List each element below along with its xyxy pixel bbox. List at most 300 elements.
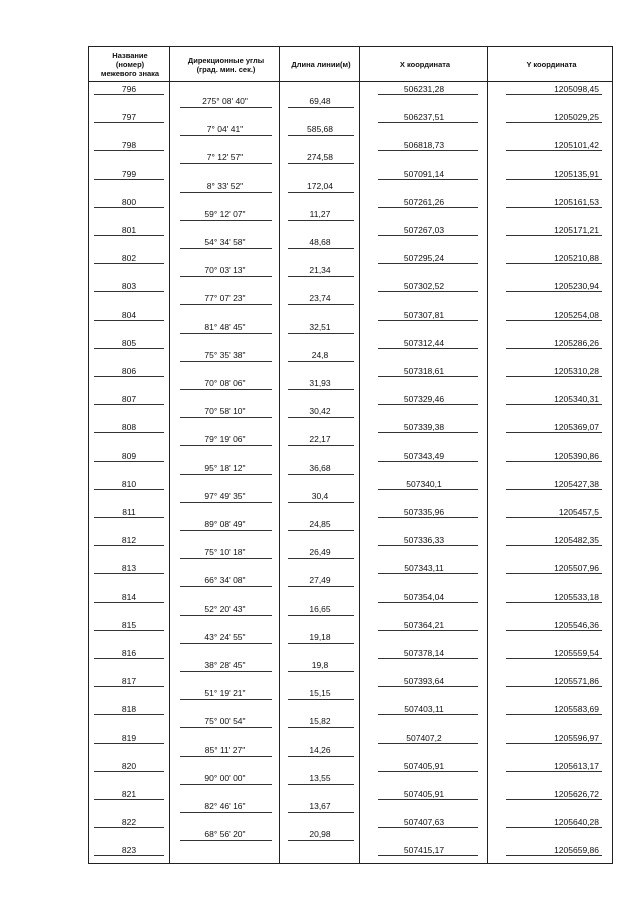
value-underline — [506, 348, 602, 349]
segment-row — [88, 773, 613, 796]
value-underline — [506, 517, 602, 518]
point-name: 820 — [121, 760, 137, 771]
value-underline — [506, 235, 602, 236]
point-name: 806 — [121, 366, 137, 376]
line-length: 585,68 — [307, 124, 333, 135]
value-underline — [94, 348, 164, 349]
x-coordinate: 507335,96 — [403, 507, 445, 517]
segment-row — [88, 378, 613, 401]
segment-row — [88, 350, 613, 373]
x-coordinate: 507267,03 — [403, 225, 445, 235]
directional-angle: 77° 07' 23" — [204, 293, 246, 304]
value-underline — [94, 291, 164, 292]
point-name: 807 — [121, 394, 137, 405]
value-underline — [288, 417, 354, 418]
line-length: 172,04 — [307, 180, 333, 191]
value-underline — [180, 615, 272, 616]
point-name: 803 — [121, 281, 137, 292]
value-underline — [378, 658, 478, 659]
x-coordinate: 507302,52 — [403, 281, 445, 292]
value-underline — [180, 727, 272, 728]
x-coordinate: 507378,14 — [403, 648, 445, 658]
value-underline — [378, 545, 478, 546]
directional-angle: 81° 48' 45" — [204, 321, 246, 332]
segment-row — [88, 519, 613, 542]
value-underline — [378, 179, 478, 180]
x-coordinate: 507091,14 — [403, 168, 445, 179]
x-coordinate: 506231,28 — [403, 84, 445, 94]
y-coordinate: 1205559,54 — [554, 648, 599, 658]
value-underline — [94, 602, 164, 603]
value-underline — [94, 150, 164, 151]
y-coordinate: 1205340,31 — [554, 394, 599, 405]
value-underline — [94, 489, 164, 490]
y-coordinate: 1205029,25 — [554, 112, 599, 123]
value-underline — [378, 404, 478, 405]
coordinates-table — [88, 46, 613, 864]
y-coordinate: 1205659,86 — [554, 845, 599, 856]
point-name: 822 — [121, 817, 137, 828]
line-length: 13,67 — [309, 801, 331, 811]
line-length: 13,55 — [309, 772, 331, 783]
value-underline — [506, 94, 602, 95]
value-underline — [288, 558, 354, 559]
line-length: 11,27 — [309, 208, 331, 219]
line-length: 274,58 — [307, 152, 333, 163]
value-underline — [180, 784, 272, 785]
directional-angle: 59° 12' 07" — [204, 208, 246, 219]
value-underline — [180, 445, 272, 446]
header-directional-angles: Дирекционные углы (град. мин. сек.) — [187, 55, 265, 74]
value-underline — [378, 714, 478, 715]
value-underline — [378, 573, 478, 574]
line-length: 32,51 — [309, 321, 331, 332]
value-underline — [180, 248, 272, 249]
segment-row — [88, 604, 613, 627]
value-underline — [180, 107, 272, 108]
value-underline — [378, 855, 478, 856]
value-underline — [378, 263, 478, 264]
value-underline — [288, 671, 354, 672]
point-name: 796 — [121, 84, 137, 94]
directional-angle: 82° 46' 16" — [204, 801, 246, 811]
segment-row — [88, 265, 613, 288]
line-length: 31,93 — [309, 378, 331, 388]
header-y-coordinate: Y координата — [526, 60, 577, 69]
y-coordinate: 1205596,97 — [554, 732, 599, 743]
value-underline — [506, 291, 602, 292]
line-length: 15,15 — [309, 688, 331, 699]
value-underline — [378, 122, 478, 123]
value-underline — [378, 602, 478, 603]
value-underline — [506, 263, 602, 264]
value-underline — [288, 784, 354, 785]
y-coordinate: 1205098,45 — [554, 84, 599, 94]
y-coordinate: 1205457,5 — [558, 507, 599, 517]
line-length: 27,49 — [309, 575, 331, 586]
segment-row — [88, 575, 613, 598]
y-coordinate: 1205626,72 — [554, 789, 599, 799]
y-coordinate: 1205533,18 — [554, 591, 599, 602]
value-underline — [288, 248, 354, 249]
x-coordinate: 506237,51 — [403, 112, 445, 123]
header-line-length: Длина линии(м) — [291, 60, 351, 69]
value-underline — [506, 376, 602, 377]
directional-angle: 75° 35' 38" — [204, 349, 246, 360]
point-name: 804 — [121, 309, 137, 320]
y-coordinate: 1205369,07 — [554, 422, 599, 433]
directional-angle: 68° 56' 20" — [204, 829, 246, 840]
x-coordinate: 507339,38 — [403, 422, 445, 433]
value-underline — [288, 699, 354, 700]
point-name: 801 — [121, 225, 137, 235]
x-coordinate: 507364,21 — [403, 619, 445, 630]
x-coordinate: 507403,11 — [404, 704, 444, 715]
point-name: 800 — [121, 196, 137, 207]
directional-angle: 52° 20' 43" — [204, 603, 246, 614]
value-underline — [180, 276, 272, 277]
value-underline — [506, 404, 602, 405]
directional-angle: 75° 10' 18" — [204, 547, 246, 558]
value-underline — [288, 192, 354, 193]
value-underline — [180, 586, 272, 587]
point-name: 816 — [121, 648, 137, 658]
y-coordinate: 1205171,21 — [554, 225, 599, 235]
line-length: 36,68 — [309, 462, 331, 473]
x-coordinate: 507405,91 — [403, 760, 445, 771]
value-underline — [506, 686, 602, 687]
value-underline — [378, 630, 478, 631]
value-underline — [506, 602, 602, 603]
line-length: 19,18 — [309, 631, 331, 642]
directional-angle: 95° 18' 12" — [204, 462, 246, 473]
point-name: 821 — [121, 789, 137, 799]
segment-row — [88, 463, 613, 486]
value-underline — [180, 840, 272, 841]
value-underline — [378, 743, 478, 744]
value-underline — [180, 671, 272, 672]
x-coordinate: 507312,44 — [403, 337, 445, 348]
value-underline — [94, 545, 164, 546]
y-coordinate: 1205254,08 — [554, 309, 599, 320]
line-length: 30,4 — [311, 490, 329, 501]
segment-row — [88, 322, 613, 345]
value-underline — [94, 235, 164, 236]
value-underline — [94, 686, 164, 687]
directional-angle: 89° 08' 49" — [204, 519, 246, 529]
value-underline — [288, 727, 354, 728]
value-underline — [288, 361, 354, 362]
value-underline — [94, 827, 164, 828]
value-underline — [94, 432, 164, 433]
directional-angle: 51° 19' 21" — [204, 688, 246, 699]
value-underline — [288, 643, 354, 644]
value-underline — [288, 502, 354, 503]
point-name: 798 — [121, 140, 137, 151]
value-underline — [378, 348, 478, 349]
value-underline — [94, 376, 164, 377]
x-coordinate: 507407,63 — [403, 817, 445, 828]
value-underline — [94, 771, 164, 772]
value-underline — [506, 714, 602, 715]
point-name: 819 — [121, 732, 137, 743]
value-underline — [506, 150, 602, 151]
y-coordinate: 1205546,36 — [554, 619, 599, 630]
value-underline — [94, 630, 164, 631]
y-coordinate: 1205286,26 — [554, 337, 599, 348]
value-underline — [288, 107, 354, 108]
value-underline — [378, 827, 478, 828]
y-coordinate: 1205161,53 — [554, 196, 599, 207]
value-underline — [94, 573, 164, 574]
value-underline — [506, 489, 602, 490]
y-coordinate: 1205310,28 — [554, 366, 599, 376]
line-length: 22,17 — [309, 434, 331, 445]
y-coordinate: 1205613,17 — [554, 760, 599, 771]
point-name: 817 — [121, 676, 137, 687]
segment-row — [88, 293, 613, 316]
line-length: 24,85 — [309, 519, 331, 529]
directional-angle: 38° 28' 45" — [204, 660, 246, 670]
point-name: 810 — [121, 478, 137, 489]
table-header — [88, 46, 613, 82]
directional-angle: 70° 58' 10" — [204, 406, 246, 417]
x-coordinate: 507415,17 — [403, 845, 445, 856]
point-name: 809 — [121, 450, 137, 461]
y-coordinate: 1205230,94 — [554, 281, 599, 292]
value-underline — [378, 489, 478, 490]
value-underline — [378, 799, 478, 800]
value-underline — [94, 122, 164, 123]
line-length: 69,48 — [309, 96, 331, 106]
segment-row — [88, 434, 613, 457]
value-underline — [180, 417, 272, 418]
line-length: 30,42 — [309, 406, 331, 417]
directional-angle: 66° 34' 08" — [204, 575, 246, 586]
value-underline — [378, 150, 478, 151]
value-underline — [94, 461, 164, 462]
segment-row — [88, 632, 613, 655]
directional-angle: 70° 03' 13" — [204, 265, 246, 276]
segment-row — [88, 406, 613, 429]
value-underline — [288, 586, 354, 587]
point-name: 815 — [121, 619, 137, 630]
directional-angle: 275° 08' 40" — [202, 96, 248, 106]
value-underline — [506, 771, 602, 772]
value-underline — [506, 545, 602, 546]
value-underline — [180, 192, 272, 193]
value-underline — [180, 163, 272, 164]
y-coordinate: 1205101,42 — [554, 140, 599, 151]
y-coordinate: 1205135,91 — [554, 168, 599, 179]
value-underline — [180, 756, 272, 757]
line-length: 24,8 — [311, 349, 329, 360]
value-underline — [94, 263, 164, 264]
segment-row — [88, 801, 613, 824]
value-underline — [180, 389, 272, 390]
value-underline — [506, 855, 602, 856]
value-underline — [288, 163, 354, 164]
line-length: 20,98 — [309, 829, 331, 840]
directional-angle: 85° 11' 27" — [204, 744, 246, 755]
value-underline — [180, 530, 272, 531]
x-coordinate: 507261,26 — [403, 196, 445, 207]
directional-angle: 75° 00' 54" — [204, 716, 246, 727]
segment-row — [88, 660, 613, 683]
value-underline — [506, 320, 602, 321]
directional-angle: 7° 12' 57" — [206, 152, 244, 163]
x-coordinate: 507343,49 — [403, 450, 445, 461]
value-underline — [94, 94, 164, 95]
value-underline — [288, 615, 354, 616]
y-coordinate: 1205482,35 — [554, 535, 599, 546]
point-name: 805 — [121, 337, 137, 348]
value-underline — [94, 714, 164, 715]
segment-row — [88, 181, 613, 204]
value-underline — [506, 630, 602, 631]
line-length: 15,82 — [309, 716, 331, 727]
value-underline — [288, 333, 354, 334]
x-coordinate: 506818,73 — [403, 140, 445, 151]
line-length: 16,65 — [309, 603, 331, 614]
x-coordinate: 507405,91 — [403, 789, 445, 799]
value-underline — [506, 179, 602, 180]
value-underline — [506, 432, 602, 433]
value-underline — [506, 658, 602, 659]
x-coordinate: 507354,04 — [403, 591, 445, 602]
segment-row — [88, 688, 613, 711]
value-underline — [94, 658, 164, 659]
point-name: 813 — [121, 563, 137, 574]
y-coordinate: 1205390,86 — [554, 450, 599, 461]
value-underline — [180, 643, 272, 644]
value-underline — [94, 855, 164, 856]
point-name: 818 — [121, 704, 137, 715]
value-underline — [94, 517, 164, 518]
x-coordinate: 507336,33 — [403, 535, 445, 546]
value-underline — [288, 304, 354, 305]
value-underline — [378, 320, 478, 321]
value-underline — [378, 771, 478, 772]
header-x-coordinate: X координата — [399, 60, 451, 69]
line-length: 21,34 — [309, 265, 331, 276]
value-underline — [94, 320, 164, 321]
line-length: 14,26 — [309, 744, 331, 755]
directional-angle: 43° 24' 55" — [204, 631, 246, 642]
segment-row — [88, 209, 613, 232]
value-underline — [180, 333, 272, 334]
value-underline — [180, 502, 272, 503]
value-underline — [180, 304, 272, 305]
segment-row — [88, 237, 613, 260]
directional-angle: 90° 00' 00" — [204, 772, 246, 783]
point-name: 814 — [121, 591, 137, 602]
segment-row — [88, 96, 613, 119]
y-coordinate: 1205427,38 — [554, 478, 599, 489]
value-underline — [288, 276, 354, 277]
value-underline — [378, 235, 478, 236]
value-underline — [378, 94, 478, 95]
value-underline — [378, 517, 478, 518]
point-name: 811 — [122, 507, 136, 517]
x-coordinate: 507318,61 — [403, 366, 445, 376]
value-underline — [288, 445, 354, 446]
directional-angle: 54° 34' 58" — [204, 237, 246, 247]
y-coordinate: 1205571,86 — [554, 676, 599, 687]
x-coordinate: 507295,24 — [403, 253, 445, 264]
value-underline — [506, 573, 602, 574]
x-coordinate: 507307,81 — [403, 309, 445, 320]
point-name: 797 — [121, 112, 137, 123]
value-underline — [94, 743, 164, 744]
directional-angle: 7° 04' 41" — [206, 124, 244, 135]
header-point-name: Название (номер) межевого знака — [100, 51, 160, 78]
directional-angle: 97° 49' 35" — [204, 490, 246, 501]
value-underline — [180, 699, 272, 700]
directional-angle: 79° 19' 06" — [204, 434, 246, 445]
value-underline — [180, 220, 272, 221]
point-name: 812 — [121, 535, 137, 546]
value-underline — [506, 461, 602, 462]
directional-angle: 70° 08' 06" — [204, 378, 246, 388]
segment-row — [88, 124, 613, 147]
y-coordinate: 1205583,69 — [554, 704, 599, 715]
segment-row — [88, 547, 613, 570]
x-coordinate: 507393,64 — [403, 676, 445, 687]
value-underline — [506, 743, 602, 744]
value-underline — [288, 389, 354, 390]
segment-row — [88, 716, 613, 739]
value-underline — [288, 220, 354, 221]
value-underline — [378, 207, 478, 208]
value-underline — [94, 799, 164, 800]
line-length: 19,8 — [311, 660, 329, 670]
value-underline — [288, 756, 354, 757]
y-coordinate: 1205210,88 — [554, 253, 599, 264]
line-length: 23,74 — [309, 293, 331, 304]
x-coordinate: 507407,2 — [406, 732, 442, 743]
point-name: 823 — [121, 845, 137, 856]
segment-row — [88, 491, 613, 514]
value-underline — [94, 179, 164, 180]
value-underline — [94, 404, 164, 405]
value-underline — [180, 361, 272, 362]
x-coordinate: 507340,1 — [406, 478, 442, 489]
value-underline — [378, 291, 478, 292]
value-underline — [94, 207, 164, 208]
value-underline — [288, 135, 354, 136]
value-underline — [378, 432, 478, 433]
y-coordinate: 1205640,28 — [554, 817, 599, 828]
y-coordinate: 1205507,96 — [554, 563, 599, 574]
value-underline — [506, 799, 602, 800]
value-underline — [506, 122, 602, 123]
directional-angle: 8° 33' 52" — [206, 180, 244, 191]
segment-row — [88, 152, 613, 175]
segment-row — [88, 829, 613, 852]
point-name: 808 — [121, 422, 137, 433]
point-name: 799 — [121, 168, 137, 179]
value-underline — [378, 686, 478, 687]
value-underline — [288, 530, 354, 531]
value-underline — [180, 474, 272, 475]
value-underline — [180, 558, 272, 559]
x-coordinate: 507343,11 — [404, 563, 444, 574]
x-coordinate: 507329,46 — [403, 394, 445, 405]
value-underline — [378, 461, 478, 462]
segment-row — [88, 745, 613, 768]
value-underline — [506, 207, 602, 208]
